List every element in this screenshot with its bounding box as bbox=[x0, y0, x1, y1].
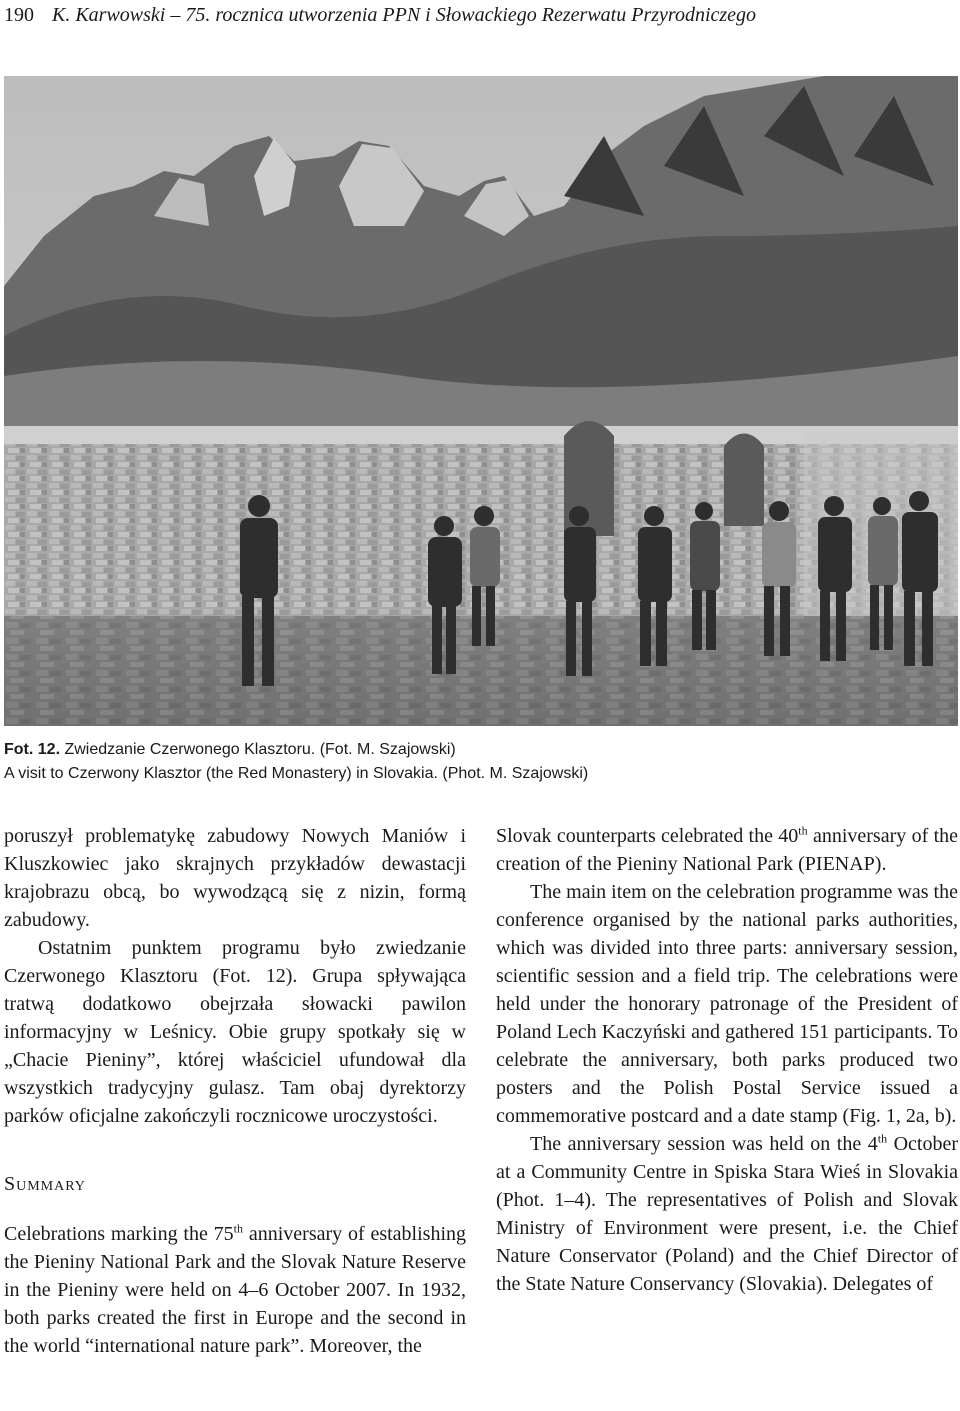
caption-english: A visit to Czerwony Klasztor (the Red Monastery) in Slovakia. (Phot. M. Szajowski) bbox=[4, 765, 589, 782]
caption-label: Fot. 12. bbox=[4, 741, 61, 758]
paragraph: poruszył problematykę zabudowy Nowych Maniów i Kluszkowiec jako skrajnych przykładów dewastacji krajobrazu obcą, bo wywodzącą się z nizin, formą zabudowy. bbox=[4, 825, 466, 931]
page-number: 190 bbox=[4, 4, 34, 26]
paragraph: The anniversary session was held on the 4th October at a Community Centre in Spiska Stara Wieś in Slovakia (Phot. 1–4). The representatives of Polish and Slovak Ministry of Environment were present, i.e. the Chief Nature Conservator (Poland) and the Chief Director of the State Nature Conservancy (Slovakia). Delegates of bbox=[496, 1131, 959, 1295]
paragraph: Ostatnim punktem programu było zwiedzanie Czerwonego Klasztoru (Fot. 12). Grupa spływająca tratwą dodatkowo obejrzała słowacki pawilon informacyjny w Leśnicy. Obie grupy spotkały się w „Chacie Pieniny”, której właściciel ufundował dla wszystkich tradycyjny gulasz. Tam obaj dyrektorzy parków oficjalne zakończyli rocznicowe uroczystości. bbox=[4, 937, 466, 1127]
summary-heading: Summary bbox=[4, 1173, 86, 1195]
paragraph: The main item on the celebration programme was the conference organised by the national parks authorities, which was divided into three parts: anniversary session, scientific session and a field trip. The celebrations were held under the honorary patronage of the President of Poland Lech Kaczyński and gathered 151 participants. To celebrate the anniversary, both parks produced two posters and the Polish Postal Service issued a commemorative postcard and a date stamp (Fig. 1, 2a, b). bbox=[496, 881, 958, 1127]
running-head bbox=[4, 0, 756, 30]
caption-polish-text: Zwiedzanie Czerwonego Klasztoru. (Fot. M. Szajowski) bbox=[60, 741, 456, 758]
left-column bbox=[4, 822, 466, 1360]
right-column bbox=[496, 822, 958, 1298]
monastery-photo bbox=[4, 76, 958, 726]
running-title: K. Karwowski – 75. rocznica utworzenia PPN i Słowackiego Rezerwatu Przyrodniczego bbox=[52, 4, 757, 26]
caption-polish bbox=[4, 738, 944, 762]
paragraph: Slovak counterparts celebrated the 40th anniversary of the creation of the Pieniny National Park (PIENAP). bbox=[496, 823, 958, 875]
figure-caption bbox=[4, 738, 944, 786]
summary-paragraph: Celebrations marking the 75th anniversary of establishing the Pieniny National Park and the Slovak Nature Reserve in the Pieniny were held on 4–6 October 2007. In 1932, both parks created the first in Europe and the second in the world “international nature park”. Moreover, the bbox=[4, 1221, 467, 1357]
